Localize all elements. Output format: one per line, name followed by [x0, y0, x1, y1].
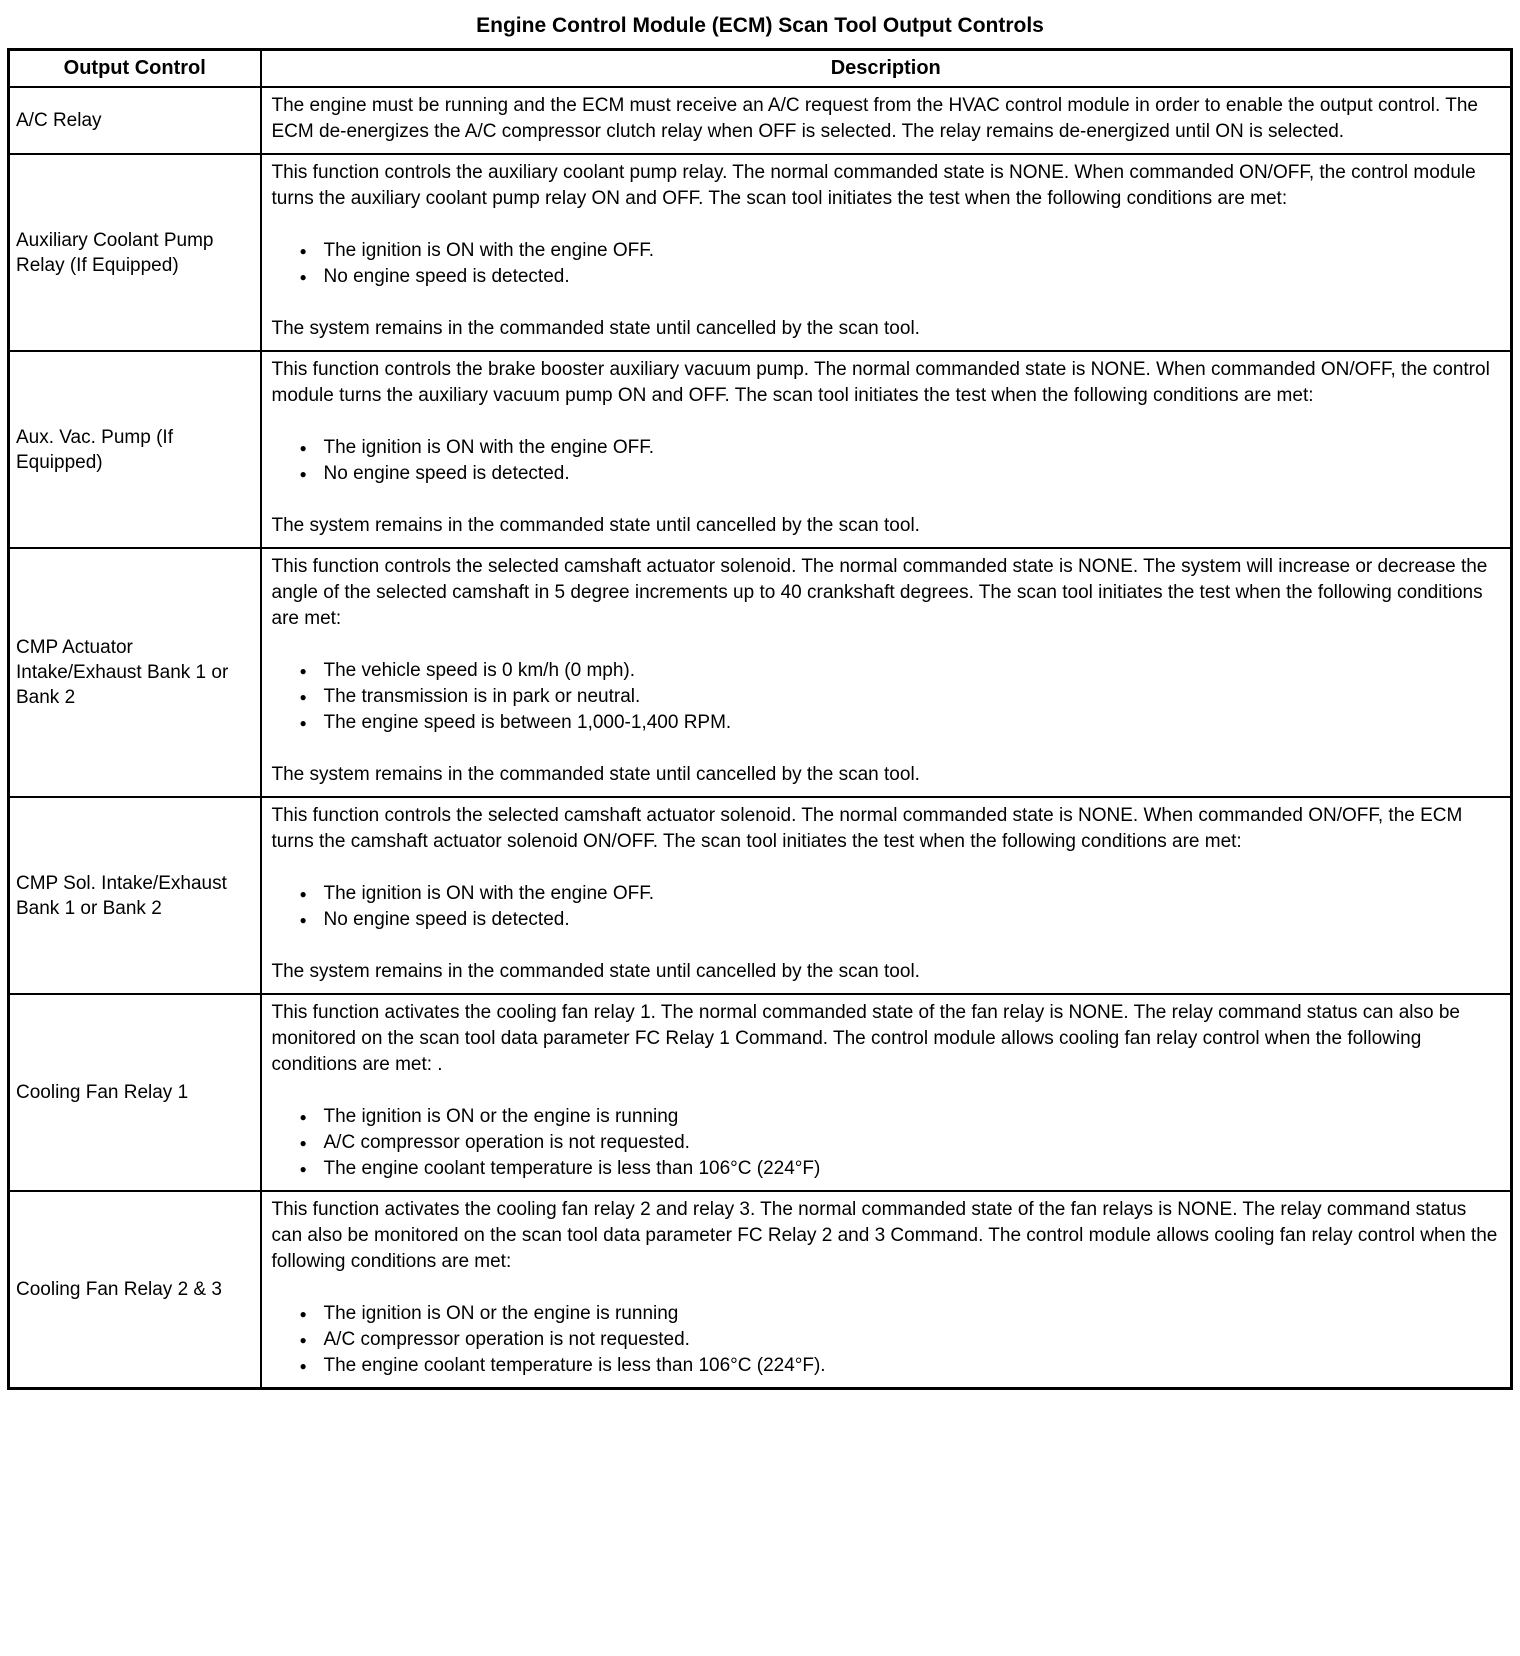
output-control-cell: Auxiliary Coolant Pump Relay (If Equipped)	[9, 154, 261, 351]
description-outro: The system remains in the commanded state until cancelled by the scan tool.	[271, 961, 920, 982]
output-control-cell: Aux. Vac. Pump (If Equipped)	[9, 351, 261, 548]
description-cell	[261, 154, 1512, 351]
condition-item: ● The engine coolant temperature is less than 106°C (224°F)	[300, 1156, 1499, 1182]
table-row	[9, 548, 1512, 797]
condition-list	[272, 658, 1499, 736]
table-header-row	[9, 50, 1512, 88]
condition-item: ● The ignition is ON with the engine OFF.	[300, 238, 1499, 264]
header-description: Description	[261, 50, 1512, 88]
table-row	[9, 797, 1512, 994]
table-row	[9, 994, 1512, 1191]
condition-item: ● The ignition is ON or the engine is running	[300, 1301, 1499, 1327]
description-cell	[261, 994, 1512, 1191]
output-control-cell: CMP Actuator Intake/Exhaust Bank 1 or Bank 2	[9, 548, 261, 797]
output-control-cell: Cooling Fan Relay 2 & 3	[9, 1191, 261, 1389]
condition-item: ● The engine speed is between 1,000-1,400 RPM.	[300, 710, 1499, 736]
table-row	[9, 351, 1512, 548]
condition-item: ● No engine speed is detected.	[300, 264, 1499, 290]
description-cell	[261, 548, 1512, 797]
condition-item: ● The vehicle speed is 0 km/h (0 mph).	[300, 658, 1499, 684]
condition-item: ● The ignition is ON with the engine OFF.	[300, 881, 1499, 907]
description-intro: This function activates the cooling fan relay 1. The normal commanded state of the fan relay is NONE. The relay command status can also be monitored on the scan tool data parameter FC Relay 1 Command. The control module allows cooling fan relay control when the following conditions are met: .	[271, 1002, 1460, 1075]
table-row	[9, 1191, 1512, 1389]
description-intro: The engine must be running and the ECM must receive an A/C request from the HVAC control module in order to enable the output control. The ECM de-energizes the A/C compressor clutch relay when OFF is selected. The relay remains de-energized until ON is selected.	[271, 95, 1478, 142]
description-intro: This function controls the selected camshaft actuator solenoid. The normal commanded state is NONE. When commanded ON/OFF, the ECM turns the camshaft actuator solenoid ON/OFF. The scan tool initiates the test when the following conditions are met:	[271, 805, 1463, 852]
description-cell	[261, 87, 1512, 154]
description-intro: This function activates the cooling fan relay 2 and relay 3. The normal commanded state of the fan relays is NONE. The relay command status can also be monitored on the scan tool data parameter FC Relay 2 and 3 Command. The control module allows cooling fan relay control when the following conditions are met:	[271, 1199, 1498, 1272]
condition-list	[272, 1104, 1499, 1182]
description-cell	[261, 797, 1512, 994]
condition-item: ● A/C compressor operation is not requested.	[300, 1327, 1499, 1353]
condition-item: ● No engine speed is detected.	[300, 461, 1499, 487]
condition-item: ● The engine coolant temperature is less than 106°C (224°F).	[300, 1353, 1499, 1379]
description-cell	[261, 351, 1512, 548]
output-control-cell: CMP Sol. Intake/Exhaust Bank 1 or Bank 2	[9, 797, 261, 994]
condition-list	[272, 1301, 1499, 1379]
condition-item: ● The ignition is ON with the engine OFF.	[300, 435, 1499, 461]
condition-item: ● The ignition is ON or the engine is running	[300, 1104, 1499, 1130]
condition-list	[272, 238, 1499, 290]
condition-item: ● The transmission is in park or neutral.	[300, 684, 1499, 710]
condition-list	[272, 435, 1499, 487]
ecm-output-controls-table	[7, 48, 1513, 1390]
table-row	[9, 87, 1512, 154]
description-intro: This function controls the brake booster auxiliary vacuum pump. The normal commanded state is NONE. When commanded ON/OFF, the control module turns the auxiliary vacuum pump ON and OFF. The scan tool initiates the test when the following conditions are met:	[271, 359, 1490, 406]
output-control-cell: Cooling Fan Relay 1	[9, 994, 261, 1191]
condition-item: ● No engine speed is detected.	[300, 907, 1499, 933]
page-title: Engine Control Module (ECM) Scan Tool Output Controls	[476, 14, 1044, 37]
description-cell	[261, 1191, 1512, 1389]
table-row	[9, 154, 1512, 351]
description-intro: This function controls the auxiliary coolant pump relay. The normal commanded state is NONE. When commanded ON/OFF, the control module turns the auxiliary coolant pump relay ON and OFF. The scan tool initiates the test when the following conditions are met:	[271, 162, 1476, 209]
header-output-control: Output Control	[9, 50, 261, 88]
output-control-cell: A/C Relay	[9, 87, 261, 154]
condition-item: ● A/C compressor operation is not requested.	[300, 1130, 1499, 1156]
description-intro: This function controls the selected camshaft actuator solenoid. The normal commanded state is NONE. The system will increase or decrease the angle of the selected camshaft in 5 degree increments up to 40 crankshaft degrees. The scan tool initiates the test when the following conditions are met:	[271, 556, 1488, 629]
description-outro: The system remains in the commanded state until cancelled by the scan tool.	[271, 515, 920, 536]
description-outro: The system remains in the commanded state until cancelled by the scan tool.	[271, 764, 920, 785]
description-outro: The system remains in the commanded state until cancelled by the scan tool.	[271, 318, 920, 339]
condition-list	[272, 881, 1499, 933]
